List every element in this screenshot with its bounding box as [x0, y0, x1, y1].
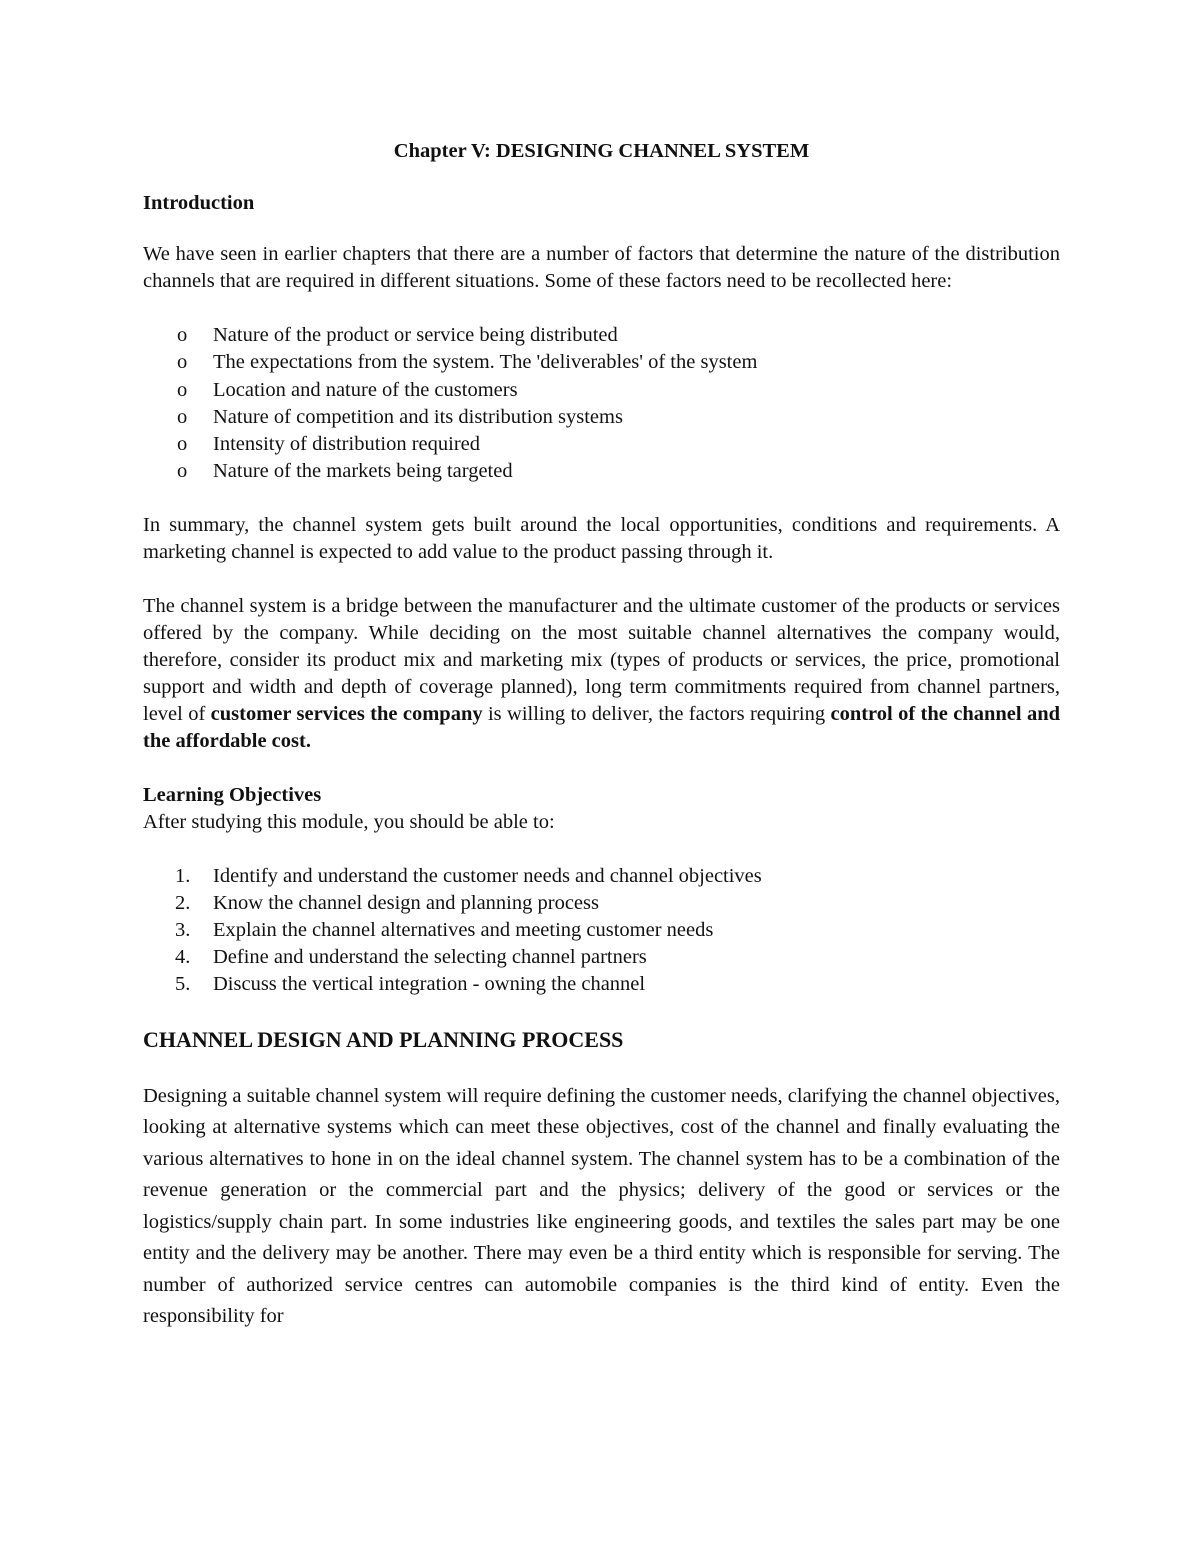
learning-objectives-heading: Learning Objectives [143, 783, 322, 806]
chapter-title: Chapter V: DESIGNING CHANNEL SYSTEM [393, 140, 810, 162]
bullet-icon: o [177, 351, 188, 374]
list-number: 4. [175, 945, 191, 968]
objectives-intro: After studying this module, you should be able to: [143, 810, 555, 833]
list-item: o Intensity of distribution required [143, 431, 1060, 458]
list-item: 1. Identify and understand the customer needs and channel objectives [143, 863, 1060, 890]
bridge-paragraph: The channel system is a bridge between the manufacturer and the ultimate customer of the products or services offered by the company. While deciding on the most suitable channel alternatives the company would, therefore, consider its product mix and marketing mix (types of products or services, the price, promotional support and width and depth of coverage planned), long term commitments required from channel partners, level of customer services the company is willing to deliver, the factors requiring control of the channel and the affordable cost. [143, 594, 1061, 752]
list-item: 5. Discuss the vertical integration - owning the channel [143, 971, 1060, 998]
list-item: o The expectations from the system. The 'deliverables' of the system [143, 349, 1060, 376]
list-item: 3. Explain the channel alternatives and meeting customer needs [143, 917, 1060, 944]
objectives-list [143, 863, 1060, 998]
intro-paragraph: We have seen in earlier chapters that there are a number of factors that determine the nature of the distribution channels that are required in different situations. Some of these factors need to be recollected here: [143, 243, 1060, 292]
bullet-icon: o [177, 405, 188, 428]
summary-paragraph: In summary, the channel system gets built around the local opportunities, conditions and requirements. A marketing channel is expected to add value to the product passing through it. [143, 513, 1060, 563]
list-item: o Nature of the markets being targeted [143, 458, 1060, 485]
document-page [143, 138, 1060, 1333]
bullet-icon: o [177, 433, 188, 456]
list-number: 3. [175, 918, 191, 941]
list-number: 5. [175, 972, 191, 995]
list-number: 2. [175, 891, 191, 914]
bullet-icon: o [177, 460, 188, 483]
list-item: 2. Know the channel design and planning process [143, 890, 1060, 917]
section-paragraph: Designing a suitable channel system will require defining the customer needs, clarifying the channel objectives, looking at alternative systems which can meet these objectives, cost of the channel and finally evaluating the various alternatives to hone in on the ideal channel system. The channel system has to be a combination of the revenue generation or the commercial part and the physics; delivery of the good or services or the logistics/supply chain part. In some industries like engineering goods, and textiles the sales part may be one entity and the delivery may be another. There may even be a third entity which is responsible for serving. The number of authorized service centres can automobile companies is the third kind of entity. Even the responsibility for [143, 1084, 1060, 1328]
bullet-icon: o [177, 324, 188, 346]
bullet-icon: o [177, 378, 188, 401]
list-item: o Nature of the product or service being distributed [143, 322, 1060, 349]
list-item: o Nature of competition and its distribution systems [143, 404, 1060, 431]
bold-phrase: customer services the company [210, 702, 483, 725]
introduction-heading: Introduction [143, 192, 255, 214]
bold-phrase: control of the channel and the affordable cost. [143, 702, 1061, 752]
list-item: 4. Define and understand the selecting channel partners [143, 944, 1060, 971]
list-number: 1. [175, 864, 191, 887]
list-item: o Location and nature of the customers [143, 377, 1060, 404]
section-heading: CHANNEL DESIGN AND PLANNING PROCESS [143, 1026, 624, 1052]
factors-list [143, 322, 1060, 486]
